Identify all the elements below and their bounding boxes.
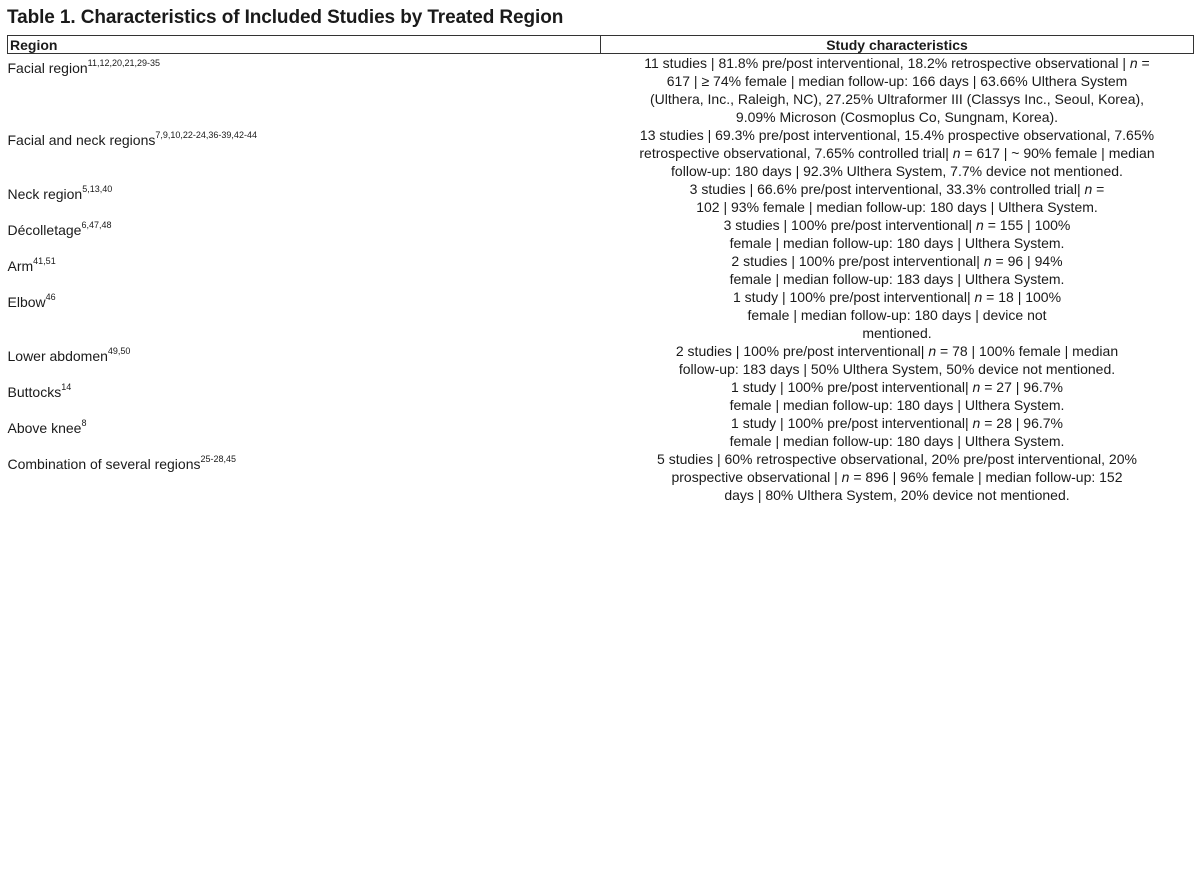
region-cell xyxy=(8,180,601,216)
characteristics-text: 11 studies | 81.8% pre/post interventional, 18.2% retrospective observational | n = 617 | ≥ 74% female | median follow-up: 166 days | 63.66% Ulthera System (Ulthera, Inc., Raleigh, NC), 27.25% Ultraformer III (Classys Inc., Seoul, Korea), 9.09% Microson (Cosmoplus Co, Sungnam, Korea). xyxy=(644,55,1150,125)
characteristics-cell xyxy=(601,126,1194,180)
region-label: Facial and neck regions xyxy=(7,132,156,148)
characteristics-cell xyxy=(601,414,1194,450)
table-title: Table 1. Characteristics of Included Studies by Treated Region xyxy=(7,7,564,28)
reference-superscript: 7,9,10,22-24,36-39,42-44 xyxy=(155,130,257,141)
table-row xyxy=(8,180,1194,216)
table-header-row xyxy=(8,36,1194,54)
characteristics-cell xyxy=(601,54,1194,127)
table-row xyxy=(8,342,1194,378)
characteristics-cell xyxy=(601,216,1194,252)
characteristics-cell xyxy=(601,288,1194,342)
table-row xyxy=(8,378,1194,414)
characteristics-text: 2 studies | 100% pre/post interventional| n = 78 | 100% female | median follow-up: 183 days | 50% Ulthera System, 50% device not mentioned. xyxy=(675,343,1119,377)
reference-superscript: 25-28,45 xyxy=(200,454,237,465)
reference-superscript: 8 xyxy=(81,418,87,429)
characteristics-cell xyxy=(601,450,1194,504)
characteristics-text: 13 studies | 69.3% pre/post interventional, 15.4% prospective observational, 7.65% retrospective observational, 7.65% controlled trial| n = 617 | ~ 90% female | median follow-up: 180 days | 92.3% Ulthera System, 7.7% device not mentioned. xyxy=(639,127,1155,179)
table-row xyxy=(8,288,1194,342)
characteristics-text: 5 studies | 60% retrospective observational, 20% pre/post interventional, 20% prospective observational | n = 896 | 96% female | median follow-up: 152 days | 80% Ulthera System, 20% device not mentioned. xyxy=(657,451,1137,503)
region-label: Décolletage xyxy=(7,222,82,238)
region-cell xyxy=(8,450,601,504)
region-cell xyxy=(8,126,601,180)
reference-superscript: 6,47,48 xyxy=(81,220,112,231)
table-row xyxy=(8,126,1194,180)
column-header-characteristics: Study characteristics xyxy=(601,36,1194,54)
region-label: Neck region xyxy=(7,186,83,202)
column-header-region: Region xyxy=(8,36,601,54)
region-cell xyxy=(8,288,601,342)
region-cell xyxy=(8,414,601,450)
characteristics-table xyxy=(7,35,1194,504)
table-row xyxy=(8,414,1194,450)
region-label: Lower abdomen xyxy=(7,348,108,364)
reference-superscript: 49,50 xyxy=(107,346,131,357)
characteristics-text: 2 studies | 100% pre/post interventional| n = 96 | 94% female | median follow-up: 183 days | Ulthera System. xyxy=(729,253,1065,287)
characteristics-text: 1 study | 100% pre/post interventional| n = 28 | 96.7% female | median follow-up: 180 days | Ulthera System. xyxy=(729,415,1065,449)
characteristics-cell xyxy=(601,378,1194,414)
region-label: Combination of several regions xyxy=(7,456,201,472)
characteristics-text: 3 studies | 66.6% pre/post interventional, 33.3% controlled trial| n = 102 | 93% female | median follow-up: 180 days | Ulthera System. xyxy=(689,181,1105,215)
reference-superscript: 41,51 xyxy=(33,256,56,267)
reference-superscript: 46 xyxy=(45,292,56,303)
reference-superscript: 11,12,20,21,29-35 xyxy=(87,58,161,69)
characteristics-text: 1 study | 100% pre/post interventional| n = 27 | 96.7% female | median follow-up: 180 days | Ulthera System. xyxy=(729,379,1065,413)
characteristics-cell xyxy=(601,252,1194,288)
characteristics-cell xyxy=(601,180,1194,216)
table-row xyxy=(8,216,1194,252)
table-row xyxy=(8,252,1194,288)
characteristics-text: 1 study | 100% pre/post interventional| n = 18 | 100% female | median follow-up: 180 days | device not mentioned. xyxy=(732,289,1062,341)
characteristics-cell xyxy=(601,342,1194,378)
region-label: Buttocks xyxy=(7,384,62,400)
characteristics-text: 3 studies | 100% pre/post interventional| n = 155 | 100% female | median follow-up: 180 days | Ulthera System. xyxy=(723,217,1071,251)
region-cell xyxy=(8,342,601,378)
reference-superscript: 14 xyxy=(61,382,72,393)
document-page xyxy=(7,6,1193,504)
region-label: Above knee xyxy=(7,420,82,436)
region-label: Elbow xyxy=(7,294,46,310)
region-label: Facial region xyxy=(7,60,88,76)
region-cell xyxy=(8,252,601,288)
region-label: Arm xyxy=(7,258,34,274)
reference-superscript: 5,13,40 xyxy=(82,184,113,195)
table-row xyxy=(8,54,1194,127)
region-cell xyxy=(8,216,601,252)
region-cell xyxy=(8,54,601,127)
region-cell xyxy=(8,378,601,414)
table-row xyxy=(8,450,1194,504)
